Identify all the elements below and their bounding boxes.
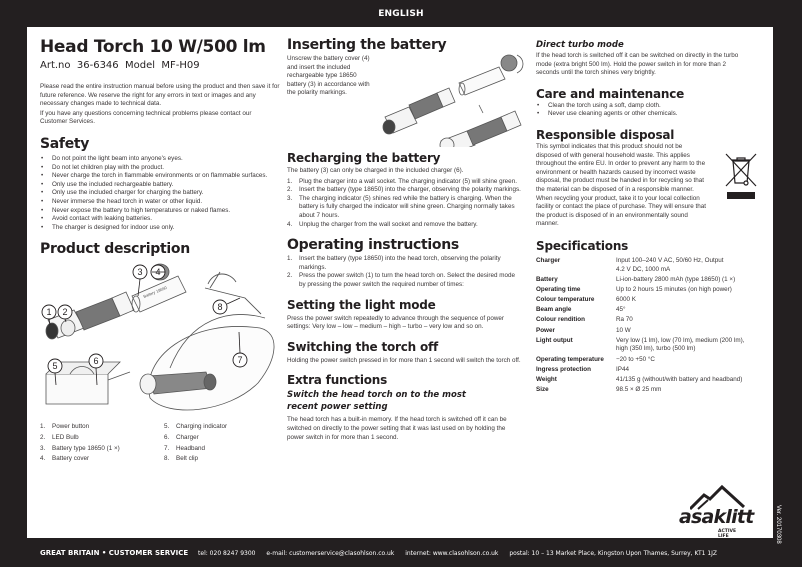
recharging-step: 1. Plug the charger into a wall socket. The charging indicator (5) will shine green. [287,177,517,185]
disposal-text: This symbol indicates that this product should not be disposed of with general household waste. This applies throughout the entire EU. In order to prevent any harm to the environment or health hazards caused by incorrect waste disposal, the product must be handed in for recycling so that the material can be disposed of in a responsible manner. When recycling your product, take it to your local collection facility or contact the place of purchase. They will ensure that the product is disposed of in an environmentally sound manner. [536,142,706,228]
operating-step: 1. Insert the battery (type 18650) into the head torch, observing the polarity markings. [287,255,501,271]
inserting-text: Unscrew the battery cover (4) and insert the included rechargeable type 18650 battery (3) in accordance with the polarity markings. [287,55,370,97]
spec-key: Size [536,386,549,394]
product-description-heading: Product description [40,241,190,258]
column-3 [536,27,746,395]
model-number: MF-H09 [161,60,200,71]
product-illustration [40,258,280,418]
legend-item: 6. Charger [164,433,199,441]
legend-item: 1. Power button [40,423,90,431]
spec-value: Input 100–240 V AC, 50/60 Hz, Output 4.2 V DC, 1000 mA [616,256,724,273]
spec-key: Operating temperature [536,355,604,363]
extra-functions-heading: Extra functions [287,373,388,388]
spec-value: IP44 [616,365,629,373]
language-header [0,0,802,27]
spec-key: Operating time [536,285,581,293]
recharging-heading: Recharging the battery [287,151,441,165]
operating-heading: Operating instructions [287,237,459,254]
spec-key: Light output [536,336,573,344]
spec-value: 98.5 × Ø 25 mm [616,386,662,394]
safety-list [40,155,280,232]
spec-value: Up to 2 hours 15 minutes (on high power) [616,285,732,293]
language-label: ENGLISH [378,9,424,19]
legend-item: 3. Battery type 18650 (1 ×) [40,444,120,452]
safety-item: • Do not point the light beam into anyone's eyes. [40,155,280,164]
safety-item: • Never expose the battery to high temperatures or naked flames. [40,207,280,216]
turbo-subheading: Direct turbo mode [536,40,624,50]
turbo-text: If the head torch is switched off it can be switched on directly in the turbo mode (extra bright 500 lm). Hold the power switch in for more than 2 seconds until the torch shines very brightly. [536,52,739,77]
spec-value: Li-ion-battery 2800 mAh (type 18650) (1 ×) [616,275,736,283]
spec-key: Colour rendition [536,316,585,324]
footer-tel[interactable]: tel: 020 8247 9300 [198,550,256,557]
battery-text: Battery 18650 [142,285,168,300]
switch-off-text: Holding the power switch pressed in for more than 1 second will switch the torch off. [287,356,521,364]
recharging-step: 4. Unplug the charger from the wall socket and remove the battery. [287,220,478,228]
safety-item: • Never charge the torch in flammable environments or on flammable surfaces. [40,172,280,181]
column-1 [40,27,280,464]
brand-name: asaklitt [679,506,754,528]
article-label: Art.no [40,60,71,71]
spec-value: Very low (1 lm), low (70 lm), medium (200 lm), high (350 lm), turbo (500 lm) [616,336,745,353]
parts-legend [40,423,280,463]
recharging-step: 2. Insert the battery (type 18650) into the charger, observing the polarity markings. [287,186,521,194]
care-heading: Care and maintenance [536,86,685,101]
svg-text:1: 1 [46,307,52,318]
operating-step: 2. Press the power switch (1) to turn the head torch on. Select the desired mode by pressing the power switch the required number of times: [287,272,515,288]
recharging-intro: The battery (3) can only be charged in the included charger (6). [287,167,464,174]
care-list [536,102,746,119]
intro-paragraph: Please read the entire instruction manual before using the product and then save it for future reference. We reserve the right for any errors in text or images and any necessary changes made to technical data. [40,83,280,108]
safety-item: • Only use the included charger for charging the battery. [40,189,280,198]
column-2 [287,27,523,442]
svg-text:2: 2 [62,307,68,318]
footer-internet[interactable]: internet: www.clasohlson.co.uk [405,550,499,557]
led-bulb [61,320,75,336]
spec-value: 6000 K [616,296,636,304]
spec-key: Colour temperature [536,296,595,304]
legend-item: 8. Belt clip [164,455,199,463]
spec-key: Battery [536,275,558,283]
legend-item: 2. LED Bulb [40,433,79,441]
intro-paragraph: If you have any questions concerning technical problems please contact our Customer Services. [40,109,252,126]
manual-page [27,27,773,538]
spec-value: 10 W [616,326,631,334]
svg-text:7: 7 [237,355,243,366]
light-mode-text: Press the power switch repeatedly to advance through the sequence of power settings: Very low – low – medium – high – turbo – very low and so on. [287,314,505,331]
footer-postal: postal: 10 – 13 Market Place, Kingston Upon Thames, Surrey, KT1 1JZ [509,550,718,557]
spec-key: Ingress protection [536,365,591,373]
inserting-heading: Inserting the battery [287,37,447,53]
page-title: Head Torch 10 W/500 lm [40,37,266,57]
disposal-heading: Responsible disposal [536,127,675,142]
safety-item: • Only use the included rechargeable battery. [40,181,280,190]
specifications-table [536,257,746,395]
specifications-heading: Specifications [536,238,629,253]
article-info [40,59,280,73]
recharging-steps [287,178,523,230]
recharging-step: 3. The charging indicator (5) shines red while the battery is charging. When the battery is fully charged the indicator will shine green. Charging normally takes about 7 hours. [287,194,515,219]
safety-item: • Never immerse the head torch in water or other liquid. [40,198,280,207]
svg-text:6: 6 [93,356,99,367]
footer-email[interactable]: e-mail: customerservice@clasohlson.co.uk [266,550,395,557]
care-item: • Clean the torch using a soft, damp cloth. [536,102,746,111]
spec-key: Weight [536,375,557,383]
operating-steps [287,255,523,289]
spec-key: Charger [536,256,561,264]
safety-item: • Do not let children play with the product. [40,164,280,173]
callout-8 [213,298,240,314]
spec-value: 45° [616,306,626,314]
callout-4 [151,265,165,279]
safety-item: • The charger is designed for indoor use only. [40,224,280,233]
memory-subheading: Switch the head torch on to the most recent power setting [287,390,466,413]
footer-region: GREAT BRITAIN • CUSTOMER SERVICE [40,549,189,557]
footer [0,538,802,567]
safety-heading: Safety [40,135,90,152]
light-mode-heading: Setting the light mode [287,297,436,312]
headband-drawing [149,327,274,411]
spec-value: Ra 70 [616,316,633,324]
inserting-section [287,55,523,147]
safety-item: • Avoid contact with leaking batteries. [40,215,280,224]
switch-off-heading: Switching the torch off [287,339,439,354]
svg-text:8: 8 [217,302,223,313]
memory-text: The head torch has a built-in memory. If the head torch is switched off it can be switched on directly to the power setting that it was last used on by holding the power switch in for more than 1 second. [287,416,507,441]
version-label: Ver. 20170308 [775,505,781,544]
power-button [46,323,58,339]
svg-text:4: 4 [155,267,161,278]
weee-crossed-bin-icon [724,152,758,200]
torch-grip [76,298,120,330]
legend-item: 5. Charging indicator [164,423,228,431]
brand-logo [678,483,754,543]
svg-text:5: 5 [52,361,58,372]
legend-item: 7. Headband [164,444,206,452]
legend-item: 4. Battery cover [40,455,90,463]
svg-text:3: 3 [137,267,143,278]
model-label: Model [125,60,156,71]
battery-insertion-drawing [379,51,525,147]
spec-value: −20 to +50 °C [616,355,655,363]
spec-key: Power [536,326,555,334]
care-item: • Never use cleaning agents or other chemicals. [536,110,746,119]
article-number: 36-6346 [76,60,119,71]
product-parts-drawing [40,258,280,418]
spec-key: Beam angle [536,306,572,314]
brand-tagline: ACTIVE LIFE [718,529,737,539]
spec-value: 41/135 g (without/with battery and headband) [616,375,743,383]
